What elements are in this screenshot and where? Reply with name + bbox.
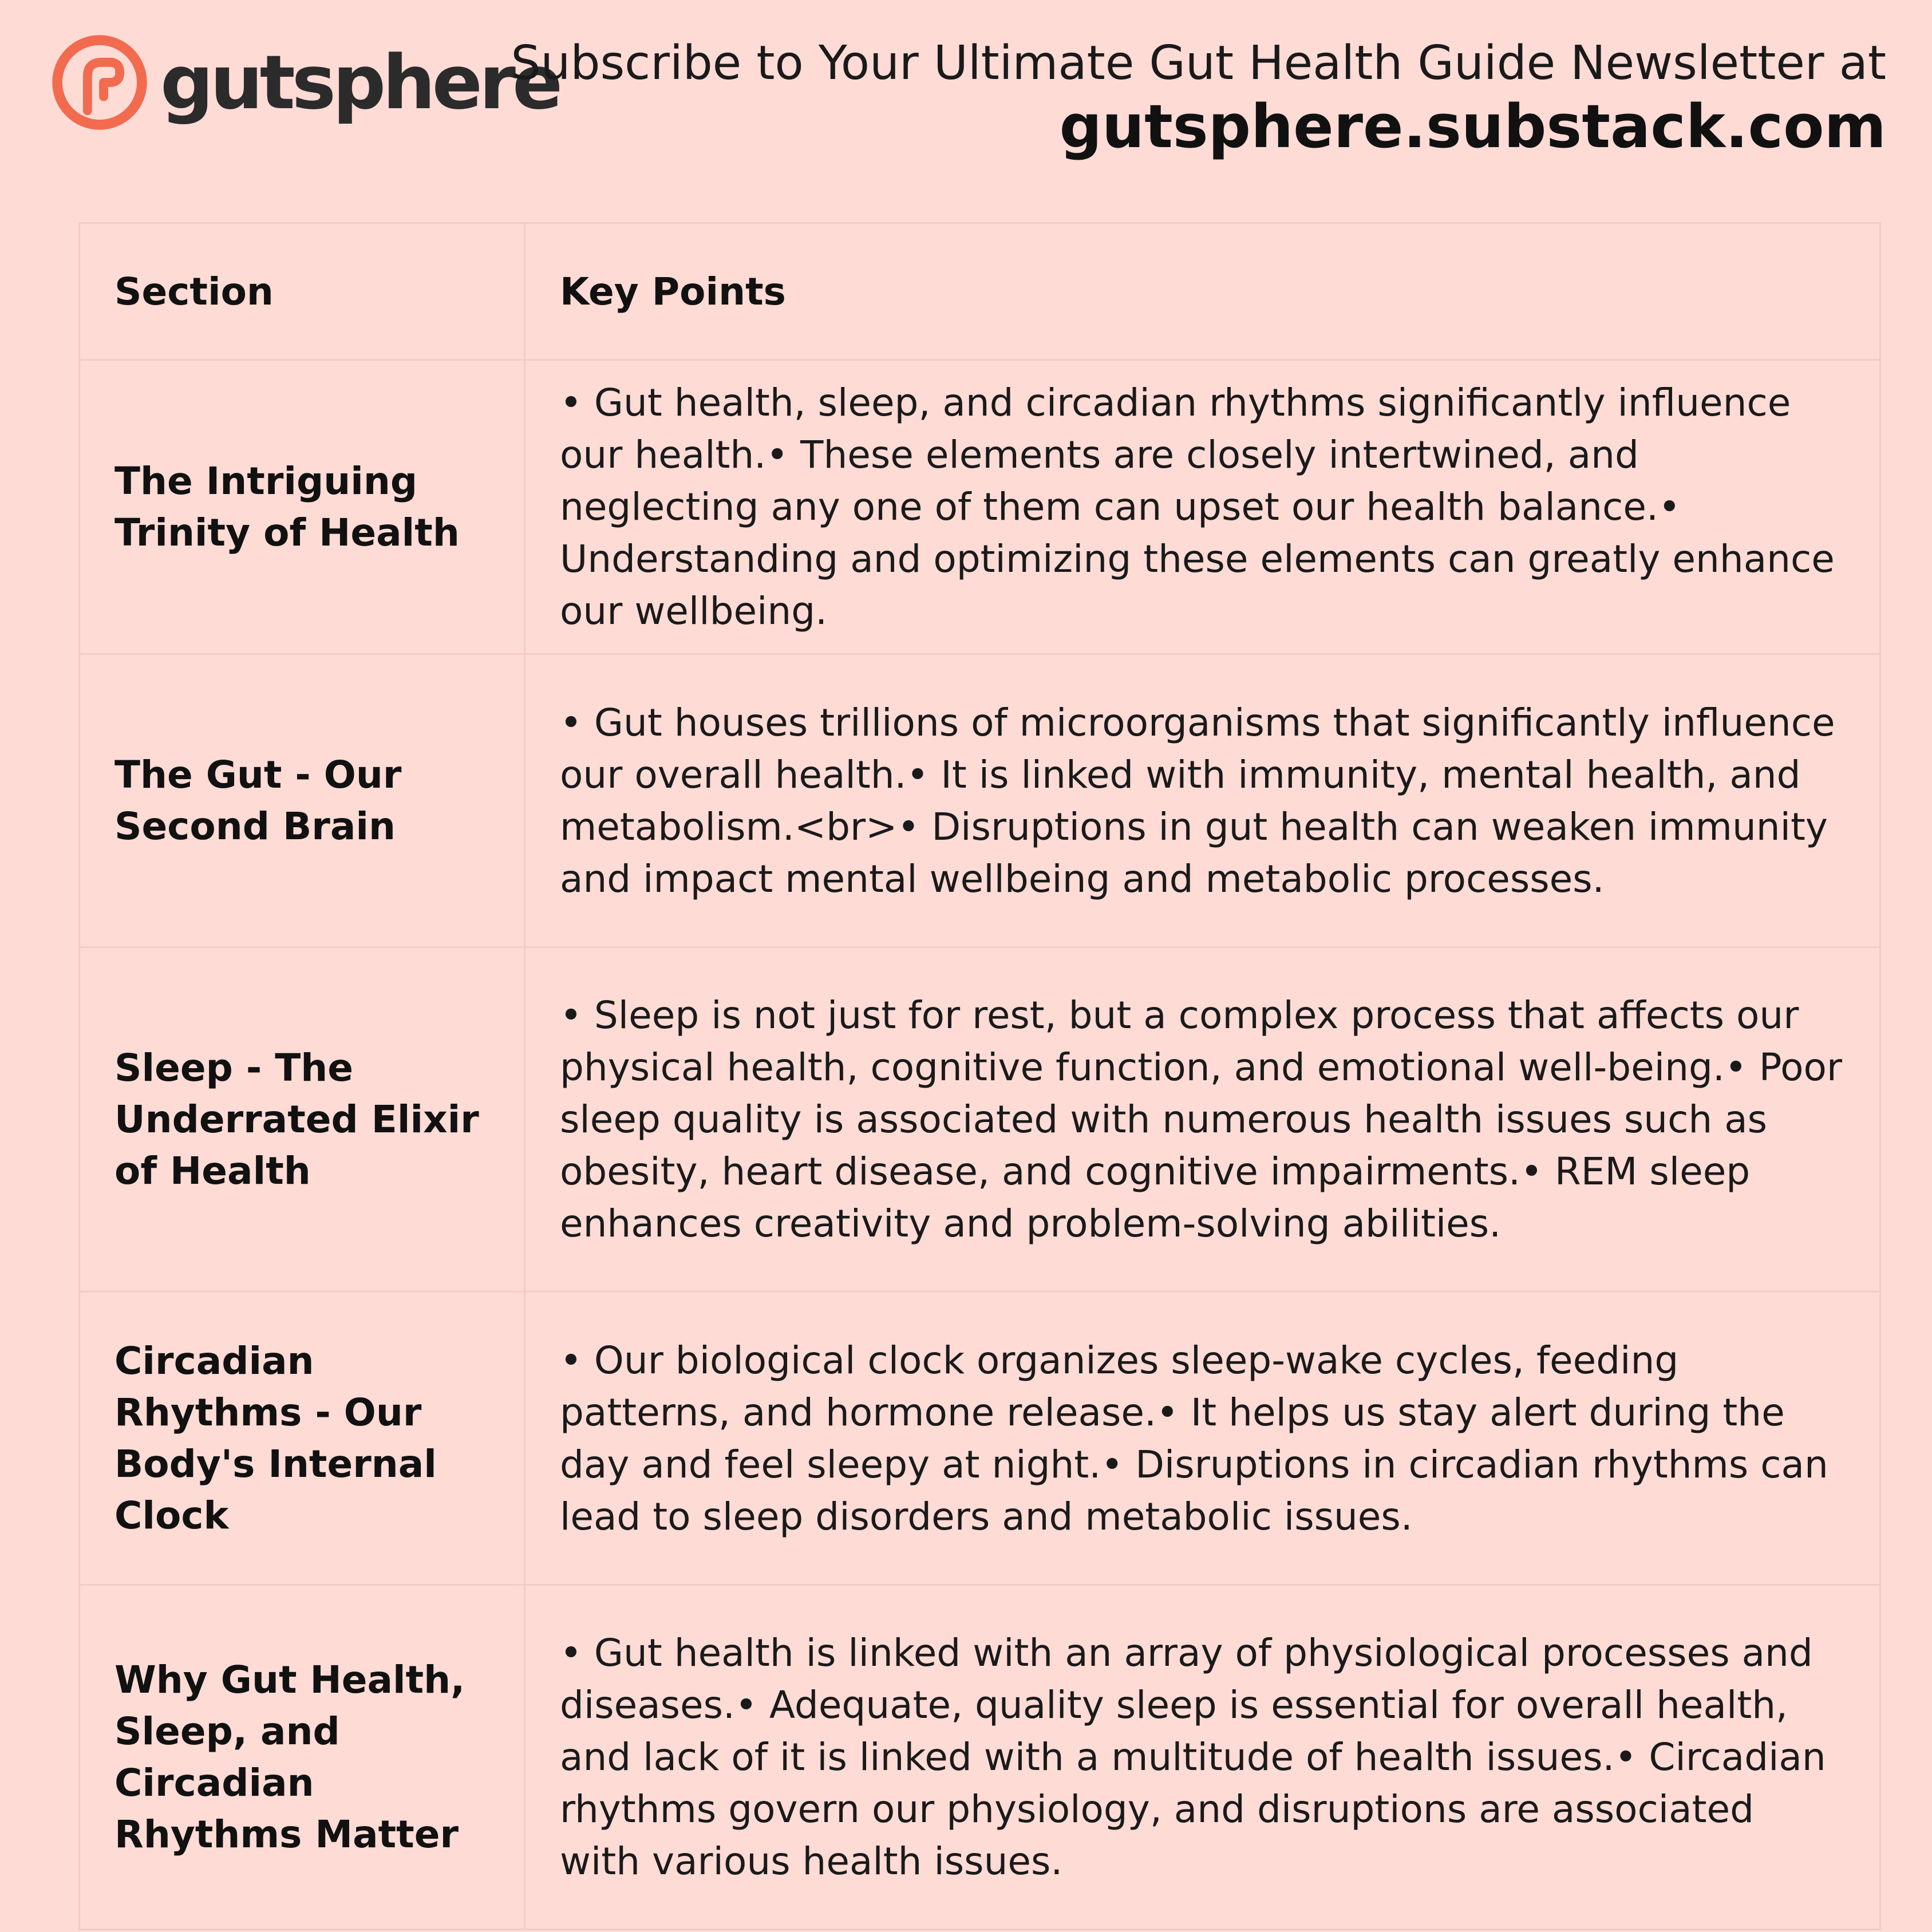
points-cell bbox=[525, 360, 1880, 654]
header-cell-key-points bbox=[525, 223, 1880, 360]
brand-logo[interactable] bbox=[49, 32, 559, 133]
key-points-text: • Gut health, sleep, and circadian rhythms significantly influence our health.• These elements are closely intertwined, and neglecting any one of them can upset our health balance.• Understanding and optimizing these elements can greatly enhance our wellbeing. bbox=[560, 381, 1835, 633]
points-cell bbox=[525, 947, 1880, 1292]
newsletter-link[interactable]: gutsphere.substack.com bbox=[1059, 92, 1886, 162]
header bbox=[0, 0, 1932, 189]
points-cell bbox=[525, 1292, 1880, 1585]
table-row bbox=[80, 1292, 1880, 1585]
column-header-key-points: Key Points bbox=[560, 269, 786, 314]
section-title: The Gut - Our Second Brain bbox=[114, 752, 402, 848]
table-row bbox=[80, 1585, 1880, 1930]
key-points-table bbox=[78, 222, 1881, 1930]
section-title: Circadian Rhythms - Our Body's Internal Clock bbox=[114, 1338, 437, 1538]
table-row bbox=[80, 654, 1880, 947]
section-cell bbox=[80, 1585, 525, 1930]
key-points-text: • Gut health is linked with an array of physiological processes and diseases.• Adequate, quality sleep is essential for overall health, and lack of it is linked with a multitude of health issues.• Circadian rhythms govern our physiology, and disruptions are associated with various health issues. bbox=[560, 1631, 1826, 1883]
section-title: The Intriguing Trinity of Health bbox=[114, 459, 460, 555]
key-points-text: • Our biological clock organizes sleep-wake cycles, feeding patterns, and hormone release.• It helps us stay alert during the day and feel sleepy at night.• Disruptions in circadian rhythms can lead to sleep disorders and metabolic issues. bbox=[560, 1338, 1828, 1539]
section-cell bbox=[80, 1292, 525, 1585]
brand-name: gutsphere bbox=[160, 39, 560, 126]
section-title: Why Gut Health, Sleep, and Circadian Rhythms Matter bbox=[114, 1657, 465, 1856]
section-cell bbox=[80, 947, 525, 1292]
points-cell bbox=[525, 1585, 1880, 1930]
section-cell bbox=[80, 360, 525, 654]
table-row bbox=[80, 360, 1880, 654]
table-header-row bbox=[80, 223, 1880, 360]
gut-logo-icon bbox=[49, 32, 150, 133]
table-row bbox=[80, 947, 1880, 1292]
column-header-section: Section bbox=[114, 269, 274, 314]
key-points-text: • Gut houses trillions of microorganisms that significantly influence our overall health.• It is linked with immunity, mental health, and metabolism.<br>• Disruptions in gut health can weaken immunity and impact mental wellbeing and metabolic processes. bbox=[560, 700, 1835, 901]
subscribe-block bbox=[511, 35, 1886, 161]
points-cell bbox=[525, 654, 1880, 947]
section-title: Sleep - The Underrated Elixir of Health bbox=[114, 1045, 479, 1193]
key-points-text: • Sleep is not just for rest, but a complex process that affects our physical health, cognitive function, and emotional well-being.• Poor sleep quality is associated with numerous health issues such as obesity, heart disease, and cognitive impairments.• REM sleep enhances creativity and problem-solving abilities. bbox=[560, 993, 1843, 1246]
subscribe-text: Subscribe to Your Ultimate Gut Health Guide Newsletter at bbox=[511, 36, 1886, 90]
header-cell-section bbox=[80, 223, 525, 360]
section-cell bbox=[80, 654, 525, 947]
